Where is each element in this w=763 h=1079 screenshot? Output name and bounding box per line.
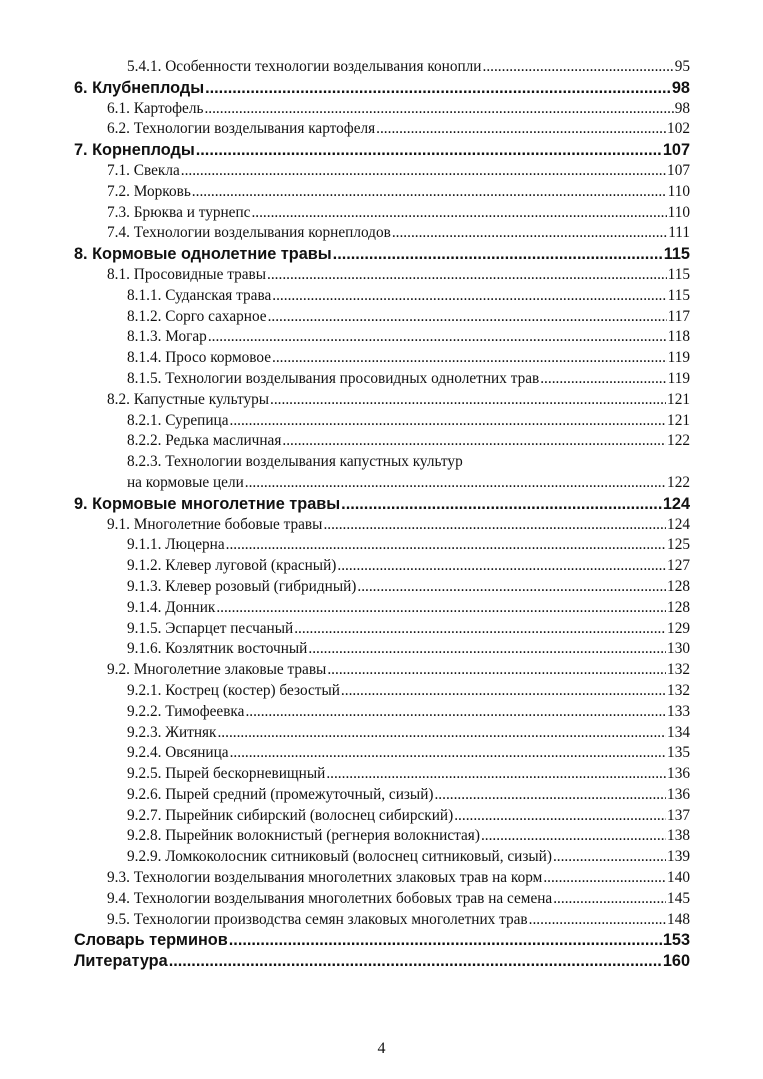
toc-entry-page: 134 bbox=[667, 723, 690, 741]
toc-entry[interactable] bbox=[74, 598, 690, 619]
dot-leader bbox=[229, 930, 662, 951]
toc-entry-title: 6.1. Картофель bbox=[107, 99, 204, 117]
toc-entry[interactable] bbox=[74, 57, 690, 78]
dot-leader bbox=[230, 411, 667, 432]
toc-chapter[interactable] bbox=[74, 930, 690, 951]
dot-leader bbox=[553, 889, 666, 910]
dot-leader bbox=[308, 639, 666, 660]
toc-entry[interactable] bbox=[74, 806, 690, 827]
dot-leader bbox=[337, 556, 666, 577]
toc-entry-title: 9.1.4. Донник bbox=[127, 598, 216, 616]
dot-leader bbox=[208, 327, 667, 348]
toc-entry-title: 8.2.2. Редька масличная bbox=[127, 432, 282, 450]
toc-entry-page: 132 bbox=[667, 681, 690, 699]
toc-entry[interactable] bbox=[74, 203, 690, 224]
toc-entry-title: 8.2.1. Сурепица bbox=[127, 411, 229, 429]
toc-entry-title: 8.1.1. Суданская трава bbox=[127, 286, 272, 304]
toc-entry[interactable] bbox=[74, 681, 690, 702]
toc-entry-title: 6.2. Технологии возделывания картофеля bbox=[107, 120, 376, 138]
toc-entry-page: 115 bbox=[667, 286, 690, 304]
toc-entry[interactable] bbox=[74, 119, 690, 140]
toc-entry-title: 9.2.5. Пырей бескорневищный bbox=[127, 765, 326, 783]
dot-leader bbox=[553, 847, 666, 868]
toc-entry-title: Литература bbox=[74, 952, 168, 971]
toc-entry-title: 7. Корнеплоды bbox=[74, 141, 195, 160]
toc-entry-page: 121 bbox=[667, 390, 690, 408]
toc-entry-title: 8.1.5. Технологии возделывания просовидных однолетних трав bbox=[127, 369, 540, 387]
toc-chapter[interactable] bbox=[74, 140, 690, 161]
toc-entry-title: 7.2. Морковь bbox=[107, 182, 191, 200]
toc-entry[interactable] bbox=[74, 411, 690, 432]
dot-leader bbox=[341, 681, 666, 702]
toc-entry[interactable] bbox=[74, 785, 690, 806]
toc-entry-page: 124 bbox=[662, 494, 690, 513]
toc-entry-title-cont: на кормовые цели bbox=[127, 473, 244, 491]
toc-entry[interactable] bbox=[74, 99, 690, 120]
toc-entry-title: 9.1. Многолетние бобовые травы bbox=[107, 515, 323, 533]
dot-leader bbox=[327, 660, 666, 681]
toc-entry-page: 121 bbox=[667, 411, 690, 429]
dot-leader bbox=[323, 515, 666, 536]
toc-chapter[interactable] bbox=[74, 78, 690, 99]
toc-entry-page: 129 bbox=[667, 619, 690, 637]
toc-entry-page: 102 bbox=[667, 120, 690, 138]
toc-entry-title: 7.3. Брюква и турнепс bbox=[107, 203, 251, 221]
dot-leader bbox=[434, 785, 666, 806]
toc-entry-title: 8.2.3. Технологии возделывания капустных культур bbox=[127, 453, 463, 471]
toc-entry[interactable] bbox=[74, 847, 690, 868]
toc-entry[interactable] bbox=[74, 660, 690, 681]
dot-leader bbox=[245, 702, 666, 723]
toc-entry-page: 122 bbox=[667, 432, 690, 450]
toc-entry-page: 135 bbox=[667, 744, 690, 762]
dot-leader bbox=[217, 723, 666, 744]
toc-entry[interactable] bbox=[74, 348, 690, 369]
dot-leader bbox=[226, 535, 666, 556]
toc-entry[interactable] bbox=[74, 515, 690, 536]
dot-leader bbox=[272, 286, 666, 307]
toc-entry-page: 136 bbox=[667, 765, 690, 783]
toc-entry-title: 9.2.8. Пырейник волокнистый (регнерия волокнистая) bbox=[127, 827, 480, 845]
toc-entry[interactable] bbox=[74, 161, 690, 182]
dot-leader bbox=[270, 390, 666, 411]
toc-entry-title: 9.3. Технологии возделывания многолетних злаковых трав на корм bbox=[107, 869, 543, 887]
toc-entry-page: 95 bbox=[674, 58, 690, 75]
toc-entry-page: 130 bbox=[667, 640, 690, 658]
toc-entry-title: 7.1. Свекла bbox=[107, 161, 180, 179]
toc-entry-title: 7.4. Технологии возделывания корнеплодов bbox=[107, 224, 391, 242]
toc-entry[interactable] bbox=[74, 889, 690, 910]
toc-entry-title: 9.2.2. Тимофеевка bbox=[127, 702, 245, 720]
dot-leader bbox=[333, 244, 663, 265]
toc-entry-title: 8.1.4. Просо кормовое bbox=[127, 349, 272, 367]
toc-entry-title: 9.2.6. Пырей средний (промежуточный, сизый) bbox=[127, 785, 434, 803]
toc-entry-page: 128 bbox=[667, 598, 690, 616]
toc-entry-title: 8. Кормовые однолетние травы bbox=[74, 245, 332, 264]
toc-entry-title: 9.2.3. Житняк bbox=[127, 723, 217, 741]
toc-entry[interactable] bbox=[74, 910, 690, 931]
toc-entry[interactable] bbox=[74, 327, 690, 348]
dot-leader bbox=[543, 868, 666, 889]
toc-entry[interactable] bbox=[74, 723, 690, 744]
toc-chapter[interactable] bbox=[74, 244, 690, 265]
toc-entry[interactable] bbox=[74, 307, 690, 328]
toc-entry[interactable] bbox=[74, 223, 690, 244]
dot-leader bbox=[205, 78, 671, 99]
toc-entry-page: 140 bbox=[667, 869, 690, 887]
toc-entry-page: 127 bbox=[667, 557, 690, 575]
dot-leader bbox=[216, 598, 666, 619]
dot-leader bbox=[483, 57, 674, 78]
toc-entry-title: 9.2.4. Овсяница bbox=[127, 744, 229, 762]
toc-entry-page: 160 bbox=[662, 952, 690, 971]
toc-entry-page: 115 bbox=[663, 245, 690, 264]
toc-entry-page: 128 bbox=[667, 577, 690, 595]
toc-entry-title: 9.1.3. Клевер розовый (гибридный) bbox=[127, 577, 357, 595]
toc-entry-page: 98 bbox=[674, 99, 690, 117]
toc-entry-page: 124 bbox=[667, 515, 690, 533]
dot-leader bbox=[204, 99, 673, 120]
toc-entry-page: 139 bbox=[667, 848, 690, 866]
toc-entry-title: 9.1.6. Козлятник восточный bbox=[127, 640, 308, 658]
toc-entry[interactable] bbox=[74, 868, 690, 889]
toc-entry-page: 115 bbox=[667, 265, 690, 283]
toc-entry-title: 8.1.2. Сорго сахарное bbox=[127, 307, 267, 325]
toc-entry-title: 9.2. Многолетние злаковые травы bbox=[107, 661, 327, 679]
toc-entry-page: 119 bbox=[667, 349, 690, 367]
dot-leader bbox=[230, 743, 666, 764]
toc-entry[interactable] bbox=[74, 535, 690, 556]
toc-entry-title: 9.2.9. Ломкоколосник ситниковый (волоснец ситниковый, сизый) bbox=[127, 848, 552, 866]
toc-entry-page: 148 bbox=[667, 910, 690, 928]
dot-leader bbox=[192, 182, 667, 203]
dot-leader bbox=[454, 806, 666, 827]
page-number: 4 bbox=[377, 1040, 386, 1057]
toc-entry[interactable] bbox=[74, 286, 690, 307]
toc-entry[interactable] bbox=[74, 556, 690, 577]
dot-leader bbox=[267, 265, 667, 286]
toc-chapter[interactable] bbox=[74, 951, 690, 972]
toc-entry-title: 9.1.1. Люцерна bbox=[127, 536, 225, 554]
dot-leader bbox=[392, 223, 667, 244]
toc-entry[interactable] bbox=[74, 639, 690, 660]
dot-leader bbox=[357, 577, 666, 598]
toc-entry-title: 6. Клубнеплоды bbox=[74, 78, 205, 97]
toc-entry[interactable] bbox=[74, 452, 690, 473]
dot-leader bbox=[341, 494, 662, 515]
dot-leader bbox=[540, 369, 666, 390]
toc-entry[interactable] bbox=[74, 182, 690, 203]
toc-entry-page: 137 bbox=[667, 806, 690, 824]
toc-entry-page: 136 bbox=[667, 785, 690, 803]
dot-leader bbox=[272, 348, 667, 369]
toc-entry-page: 110 bbox=[667, 203, 690, 221]
dot-leader bbox=[294, 619, 666, 640]
toc-entry-page: 118 bbox=[667, 328, 690, 346]
toc-entry-page: 153 bbox=[662, 931, 690, 950]
toc-entry-title: 9.2.7. Пырейник сибирский (волоснец сибирский) bbox=[127, 806, 454, 824]
toc-entry-title: 8.1. Просовидные травы bbox=[107, 265, 267, 283]
toc-entry[interactable] bbox=[74, 826, 690, 847]
dot-leader bbox=[282, 431, 666, 452]
toc-entry-page: 111 bbox=[668, 224, 690, 242]
toc-entry-continuation[interactable] bbox=[74, 473, 690, 494]
dot-leader bbox=[169, 951, 662, 972]
toc-entry-page: 107 bbox=[662, 141, 690, 160]
toc-entry[interactable] bbox=[74, 369, 690, 390]
dot-leader bbox=[481, 826, 666, 847]
toc-entry-title: 8.1.3. Могар bbox=[127, 328, 207, 346]
toc-entry-title: 9.4. Технологии возделывания многолетних бобовых трав на семена bbox=[107, 889, 553, 907]
dot-leader bbox=[326, 764, 666, 785]
dot-leader bbox=[196, 140, 662, 161]
toc-entry-page: 145 bbox=[667, 889, 690, 907]
toc-entry-page: 107 bbox=[667, 161, 690, 179]
toc-entry-page: 117 bbox=[667, 307, 690, 325]
dot-leader bbox=[245, 473, 666, 494]
dot-leader bbox=[181, 161, 666, 182]
toc-entry[interactable] bbox=[74, 577, 690, 598]
toc-entry-page: 133 bbox=[667, 702, 690, 720]
toc-entry[interactable] bbox=[74, 390, 690, 411]
toc-entry-page: 110 bbox=[667, 182, 690, 200]
toc-entry[interactable] bbox=[74, 431, 690, 452]
table-of-contents bbox=[74, 57, 690, 972]
toc-entry-page: 138 bbox=[667, 827, 690, 845]
toc-entry[interactable] bbox=[74, 743, 690, 764]
toc-entry-title: 8.2. Капустные культуры bbox=[107, 390, 270, 408]
toc-chapter[interactable] bbox=[74, 494, 690, 515]
toc-entry-title: 9. Кормовые многолетние травы bbox=[74, 494, 341, 513]
toc-entry[interactable] bbox=[74, 619, 690, 640]
dot-leader bbox=[268, 307, 667, 328]
toc-entry-page: 98 bbox=[671, 78, 690, 97]
toc-entry-title: 5.4.1. Особенности технологии возделывания конопли bbox=[127, 58, 482, 75]
dot-leader bbox=[251, 203, 666, 224]
toc-entry-title: 9.5. Технологии производства семян злаковых многолетних трав bbox=[107, 910, 528, 928]
toc-entry-title: Словарь терминов bbox=[74, 931, 228, 950]
dot-leader bbox=[376, 119, 666, 140]
toc-entry-page: 122 bbox=[667, 473, 690, 491]
toc-entry-title: 9.1.2. Клевер луговой (красный) bbox=[127, 557, 337, 575]
toc-entry-title: 9.1.5. Эспарцет песчаный bbox=[127, 619, 294, 637]
toc-entry-page: 132 bbox=[667, 661, 690, 679]
toc-entry-page: 125 bbox=[667, 536, 690, 554]
toc-entry-page: 119 bbox=[667, 369, 690, 387]
dot-leader bbox=[529, 910, 666, 931]
toc-entry[interactable] bbox=[74, 265, 690, 286]
toc-entry[interactable] bbox=[74, 702, 690, 723]
toc-entry[interactable] bbox=[74, 764, 690, 785]
toc-entry-title: 9.2.1. Кострец (костер) безостый bbox=[127, 681, 340, 699]
